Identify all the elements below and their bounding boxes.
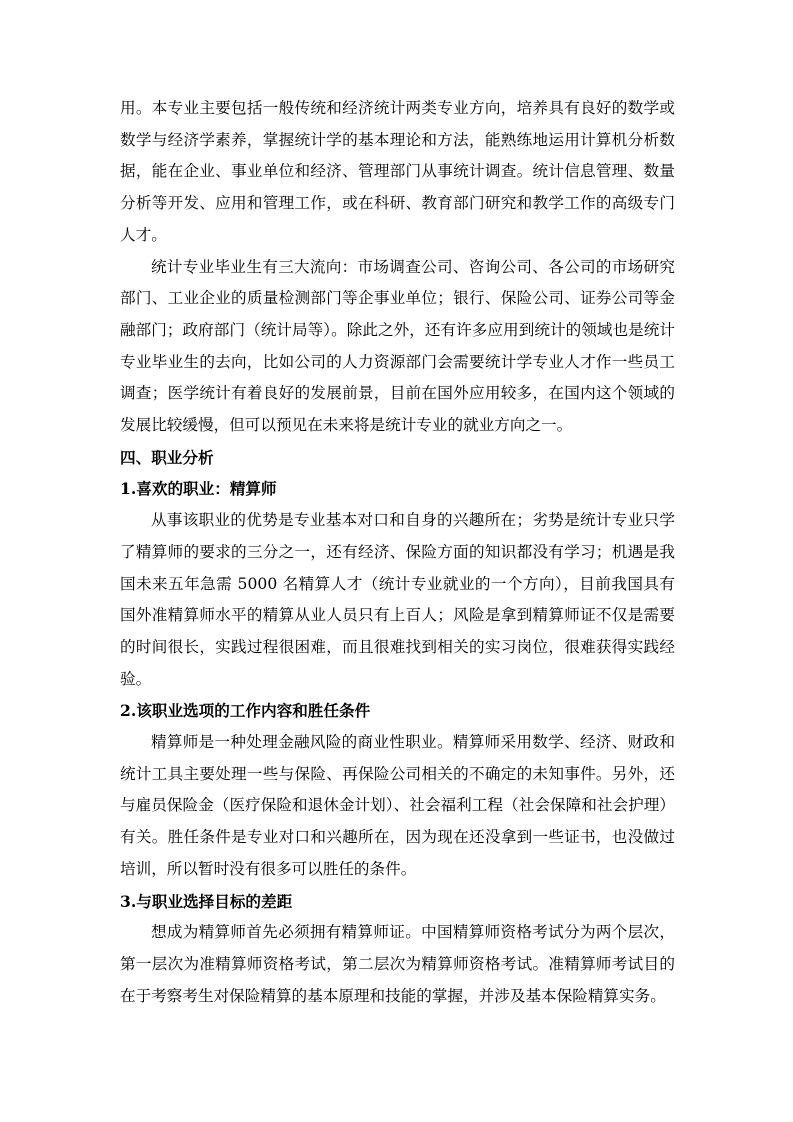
paragraph-graduate-destinations: 统计专业毕业生有三大流向：市场调查公司、咨询公司、各公司的市场研究部门、工业企业的质量检测部门等企事业单位；银行、保险公司、证券公司等金融部门；政府部门（统计局等）。除此之外，还有许多应用到统计的领域也是统计专业毕业生的去向，比如公司的人力资源部门会需要统计学专业人才作一些员工调查；医学统计有着良好的发展前景，目前在国外应用较多，在国内这个领域的发展比较缓慢，但可以预见在未来将是统计专业的就业方向之一。	[120, 257, 675, 435]
subheading-job-content: 2.该职业选项的工作内容和胜任条件	[120, 701, 371, 721]
paragraph-statistics-major: 用。本专业主要包括一般传统和经济统计两类专业方向，培养具有良好的数学或数学与经济学素养，掌握统计学的基本理论和方法，能熟练地运用计算机分析数据，能在企业、事业单位和经济、管理部门从事统计调查。统计信息管理、数量分析等开发、应用和管理工作，或在科研、教育部门研究和教学工作的高级专门人才。	[120, 99, 675, 244]
section-heading-career-analysis: 四、职业分析	[120, 447, 214, 467]
subheading-favorite-career: 1.喜欢的职业：精算师	[120, 479, 277, 499]
paragraph-certification: 想成为精算师首先必须拥有精算师证。中国精算师资格考试分为两个层次，第一层次为准精算师资格考试，第二层次为精算师资格考试。准精算师考试目的在于考察考生对保险精算的基本原理和技能的掌握，并涉及基本保险精算实务。	[120, 923, 675, 1005]
subheading-gap: 3.与职业选择目标的差距	[120, 891, 293, 911]
document-page	[120, 93, 675, 1012]
paragraph-actuary-description: 精算师是一种处理金融风险的商业性职业。精算师采用数学、经济、财政和统计工具主要处理一些与保险、再保险公司相关的不确定的未知事件。另外，还与雇员保险金（医疗保险和退休金计划）、社会福利工程（社会保障和社会护理）有关。胜任条件是专业对口和兴趣所在，因为现在还没拿到一些证书，也没做过培训，所以暂时没有很多可以胜任的条件。	[120, 733, 675, 878]
paragraph-swot: 从事该职业的优势是专业基本对口和自身的兴趣所在；劣势是统计专业只学了精算师的要求的三分之一，还有经济、保险方面的知识都没有学习；机遇是我国未来五年急需 5000 名精算人才（统计专业就业的一个方向），目前我国具有国外准精算师水平的精算从业人员只有上百人；风险是拿到精算师证不仅是需要的时间很长，实践过程很困难，而且很难找到相关的实习岗位，很难获得实践经验。	[120, 511, 675, 688]
